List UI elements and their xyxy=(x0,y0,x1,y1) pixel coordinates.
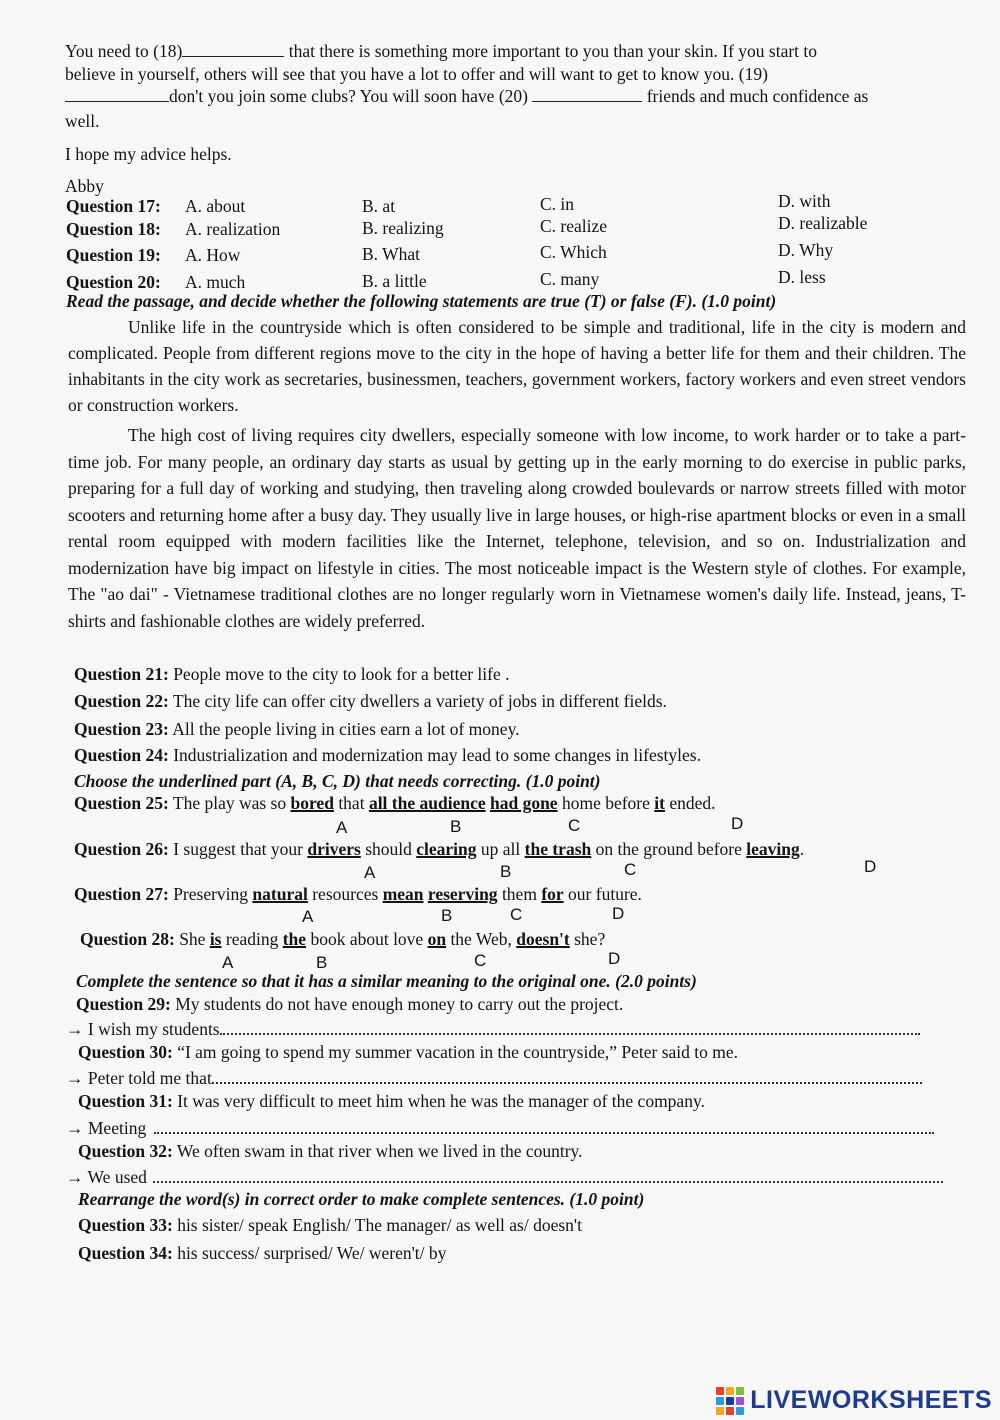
error-question-27 xyxy=(74,883,642,906)
blank-19[interactable] xyxy=(65,87,169,102)
sentence-part: she? xyxy=(574,929,606,949)
answer-line-30[interactable] xyxy=(66,1067,952,1090)
tf-question-23[interactable] xyxy=(74,718,520,741)
underlined-part-a[interactable]: natural xyxy=(252,884,308,904)
question-text: his success/ surprised/ We/ weren't/ by xyxy=(177,1243,447,1263)
option-b[interactable]: B. What xyxy=(362,244,421,264)
question-label: Question 21: xyxy=(74,664,169,684)
letter-a: A xyxy=(302,907,314,926)
option-a[interactable]: A. much xyxy=(185,272,246,292)
letter-c: C xyxy=(624,860,637,879)
option-b[interactable]: B. realizing xyxy=(362,218,444,238)
logo-square xyxy=(726,1387,734,1395)
letter-b: B xyxy=(441,906,453,925)
letter-a: A xyxy=(222,953,234,972)
answer-prompt: → I wish my students xyxy=(66,1019,220,1039)
rewrite-question-29 xyxy=(76,993,623,1016)
tf-question-22[interactable] xyxy=(74,690,667,713)
logo-square xyxy=(716,1407,724,1415)
dotted-line xyxy=(212,1070,922,1084)
letter-line-3-end: friends and much confidence as xyxy=(646,86,869,106)
letter-line-1 xyxy=(65,40,817,63)
logo-square xyxy=(716,1387,724,1395)
logo-square xyxy=(726,1397,734,1405)
question-label: Question 31: xyxy=(78,1091,173,1111)
underlined-part-d[interactable]: it xyxy=(654,793,665,813)
letter-line-1-start: You need to (18) xyxy=(65,41,183,61)
letter-signature: Abby xyxy=(65,176,104,196)
sentence-part: She xyxy=(179,929,206,949)
blank-20[interactable] xyxy=(532,87,642,102)
rewrite-question-32 xyxy=(78,1140,583,1163)
underlined-part-d[interactable]: doesn't xyxy=(516,929,570,949)
question-label: Question 22: xyxy=(74,691,169,711)
underlined-part-d[interactable]: for xyxy=(541,884,564,904)
question-label: Question 24: xyxy=(74,745,169,765)
rewrite-question-31 xyxy=(78,1090,705,1113)
sentence-part: I suggest that your xyxy=(173,839,303,859)
letter-c: C xyxy=(510,905,523,924)
option-b[interactable]: B. a little xyxy=(362,271,427,291)
question-text: My students do not have enough money to carry out the project. xyxy=(175,994,624,1014)
rewrite-question-30 xyxy=(78,1041,738,1064)
rearrange-question-33 xyxy=(78,1214,582,1237)
option-d[interactable]: D. Why xyxy=(778,240,834,260)
underlined-part-a[interactable]: bored xyxy=(290,793,334,813)
dotted-line xyxy=(154,1120,934,1134)
sentence-part: book about love xyxy=(310,929,424,949)
sentence-part: reading xyxy=(225,929,279,949)
letter-a: A xyxy=(364,863,376,882)
question-label: Question 17: xyxy=(66,196,161,216)
logo-square xyxy=(736,1397,744,1405)
letter-b: B xyxy=(316,953,328,972)
underlined-part-b[interactable]: mean xyxy=(382,884,424,904)
underlined-part-a[interactable]: is xyxy=(209,929,222,949)
sentence-part: should xyxy=(365,839,412,859)
letter-line-4: well. xyxy=(65,111,100,131)
dotted-line xyxy=(220,1021,920,1035)
passage-paragraph-1: Unlike life in the countryside which is often considered to be simple and traditional, life in the city is modern and complicated. People from different regions move to the city in the hope of having a better life for them and their children. The inhabitants in the city work as secretaries, businessmen, teachers, government workers, factory workers and even street vendors or construction workers. xyxy=(68,317,966,415)
question-label: Question 30: xyxy=(78,1042,173,1062)
letter-line-2: believe in yourself, others will see that you have a lot to offer and will want to get to know you. (19) xyxy=(65,64,768,84)
tf-question-21[interactable] xyxy=(74,663,509,686)
letter-line-3-middle: don't you join some clubs? You will soon have (20) xyxy=(169,86,528,106)
question-text: The city life can offer city dwellers a variety of jobs in different fields. xyxy=(172,691,667,711)
sentence-part: ended. xyxy=(669,793,716,813)
question-label: Question 29: xyxy=(76,994,171,1014)
letter-b: B xyxy=(450,817,462,836)
sentence-part: up all xyxy=(480,839,521,859)
question-label: Question 25: xyxy=(74,793,169,813)
letter-line-1-end: that there is something more important to you than your skin. If you start to xyxy=(288,41,818,61)
passage-paragraph-2: The high cost of living requires city dwellers, especially someone with low income, to work harder or to take a part-time job. For many people, an ordinary day starts as usual by getting up in the early morning to do exercise in public parks, preparing for a full day of working and studying, then traveling along crowded boulevards or narrow streets filled with motor scooters and returning home after a busy day. They usually live in large houses, or high-rise apartment blocks or even in a small rental room equipped with modern facilities like the Internet, telephone, television, and so on. Industrialization and modernization have big impact on lifestyle in cities. The most noticeable impact is the Western style of clothes. For example, The "ao dai" - Vietnamese traditional clothes are no longer regularly worn in Vietnamese women's daily life. Instead, jeans, T-shirts and fashionable clothes are widely preferred. xyxy=(68,425,966,631)
dotted-line xyxy=(153,1169,943,1183)
question-label: Question 32: xyxy=(78,1141,173,1161)
letter-c: C xyxy=(568,816,581,835)
answer-line-31[interactable] xyxy=(66,1117,952,1140)
option-c[interactable]: C. realize xyxy=(540,216,608,236)
letter-d: D xyxy=(864,857,877,876)
logo-text: LIVEWORKSHEETS xyxy=(750,1386,992,1414)
question-text: People move to the city to look for a better life . xyxy=(173,664,510,684)
underlined-part-c[interactable]: had gone xyxy=(489,793,558,813)
sentence-part: home before xyxy=(561,793,650,813)
option-a[interactable]: A. How xyxy=(185,245,241,265)
question-label: Question 33: xyxy=(78,1215,173,1235)
question-label: Question 20: xyxy=(66,272,161,292)
logo-square xyxy=(736,1387,744,1395)
option-a[interactable]: A. realization xyxy=(185,219,281,239)
letter-d: D xyxy=(731,814,744,833)
sentence-part: that xyxy=(338,793,365,813)
question-label: Question 28: xyxy=(80,929,175,949)
answer-prompt: → Peter told me that xyxy=(66,1068,212,1088)
rearrange-question-34 xyxy=(78,1242,446,1265)
underlined-part-b[interactable]: clearing xyxy=(416,839,477,859)
question-text: Industrialization and modernization may lead to some changes in lifestyles. xyxy=(173,745,701,765)
question-label: Question 18: xyxy=(66,219,161,239)
question-label: Question 23: xyxy=(74,719,169,739)
option-c[interactable]: C. in xyxy=(540,194,575,214)
logo-square xyxy=(726,1407,734,1415)
option-d[interactable]: D. realizable xyxy=(778,213,868,233)
sentence-part: on the ground before xyxy=(595,839,742,859)
sentence-part: them xyxy=(501,884,537,904)
answer-line-29[interactable] xyxy=(66,1018,952,1041)
blank-18[interactable] xyxy=(182,42,284,57)
liveworksheets-logo-icon xyxy=(716,1387,744,1415)
tf-question-24[interactable] xyxy=(74,744,701,767)
letter-closing: I hope my advice helps. xyxy=(65,144,232,164)
error-question-26 xyxy=(74,838,804,861)
question-label: Question 27: xyxy=(74,884,169,904)
question-label: Question 19: xyxy=(66,245,161,265)
letter-d: D xyxy=(608,949,621,968)
sentence-part: . xyxy=(799,839,805,859)
question-label: Question 34: xyxy=(78,1243,173,1263)
option-c[interactable]: C. many xyxy=(540,269,600,289)
sentence-part: The play was so xyxy=(172,793,287,813)
sentence-part: our future. xyxy=(568,884,642,904)
error-question-28 xyxy=(80,928,605,951)
underlined-part-c[interactable]: reserving xyxy=(427,884,498,904)
question-text: It was very difficult to meet him when he was the manager of the company. xyxy=(177,1091,705,1111)
sentence-part: the Web, xyxy=(450,929,512,949)
option-d[interactable]: D. with xyxy=(778,191,831,211)
section-tf-instruction: Read the passage, and decide whether the following statements are true (T) or false (F). (1.0 point) xyxy=(66,291,777,311)
letter-b: B xyxy=(500,862,512,881)
letter-d: D xyxy=(612,904,625,923)
liveworksheets-logo[interactable] xyxy=(716,1384,992,1417)
underlined-part-b[interactable]: the xyxy=(282,929,307,949)
question-text: his sister/ speak English/ The manager/ as well as/ doesn't xyxy=(177,1215,582,1235)
letter-a: A xyxy=(336,818,348,837)
error-question-25 xyxy=(74,792,716,815)
underlined-part-c[interactable]: on xyxy=(427,929,447,949)
question-text: All the people living in cities earn a lot of money. xyxy=(172,719,520,739)
letter-c: C xyxy=(474,951,487,970)
underlined-part-b[interactable]: all the audience xyxy=(368,793,486,813)
answer-prompt: → We used xyxy=(66,1167,147,1187)
option-a[interactable]: A. about xyxy=(185,196,246,216)
underlined-part-c[interactable]: the trash xyxy=(524,839,592,859)
answer-line-32[interactable] xyxy=(66,1166,952,1189)
answer-prompt: → Meeting xyxy=(66,1118,147,1138)
section-error-instruction: Choose the underlined part (A, B, C, D) that needs correcting. (1.0 point) xyxy=(74,771,601,791)
question-text: We often swam in that river when we lived in the country. xyxy=(176,1141,583,1161)
sentence-part: Preserving xyxy=(173,884,249,904)
option-b[interactable]: B. at xyxy=(362,196,396,216)
sentence-part: resources xyxy=(312,884,379,904)
logo-square xyxy=(716,1397,724,1405)
section-rearrange-instruction: Rearrange the word(s) in correct order to make complete sentences. (1.0 point) xyxy=(78,1189,645,1209)
section-rewrite-instruction: Complete the sentence so that it has a similar meaning to the original one. (2.0 points) xyxy=(76,971,697,991)
letter-line-3 xyxy=(65,85,868,108)
option-c[interactable]: C. Which xyxy=(540,242,607,262)
option-d[interactable]: D. less xyxy=(778,267,826,287)
question-text: “I am going to spend my summer vacation in the countryside,” Peter said to me. xyxy=(177,1042,739,1062)
underlined-part-d[interactable]: leaving xyxy=(746,839,800,859)
logo-square xyxy=(736,1407,744,1415)
underlined-part-a[interactable]: drivers xyxy=(307,839,361,859)
question-label: Question 26: xyxy=(74,839,169,859)
